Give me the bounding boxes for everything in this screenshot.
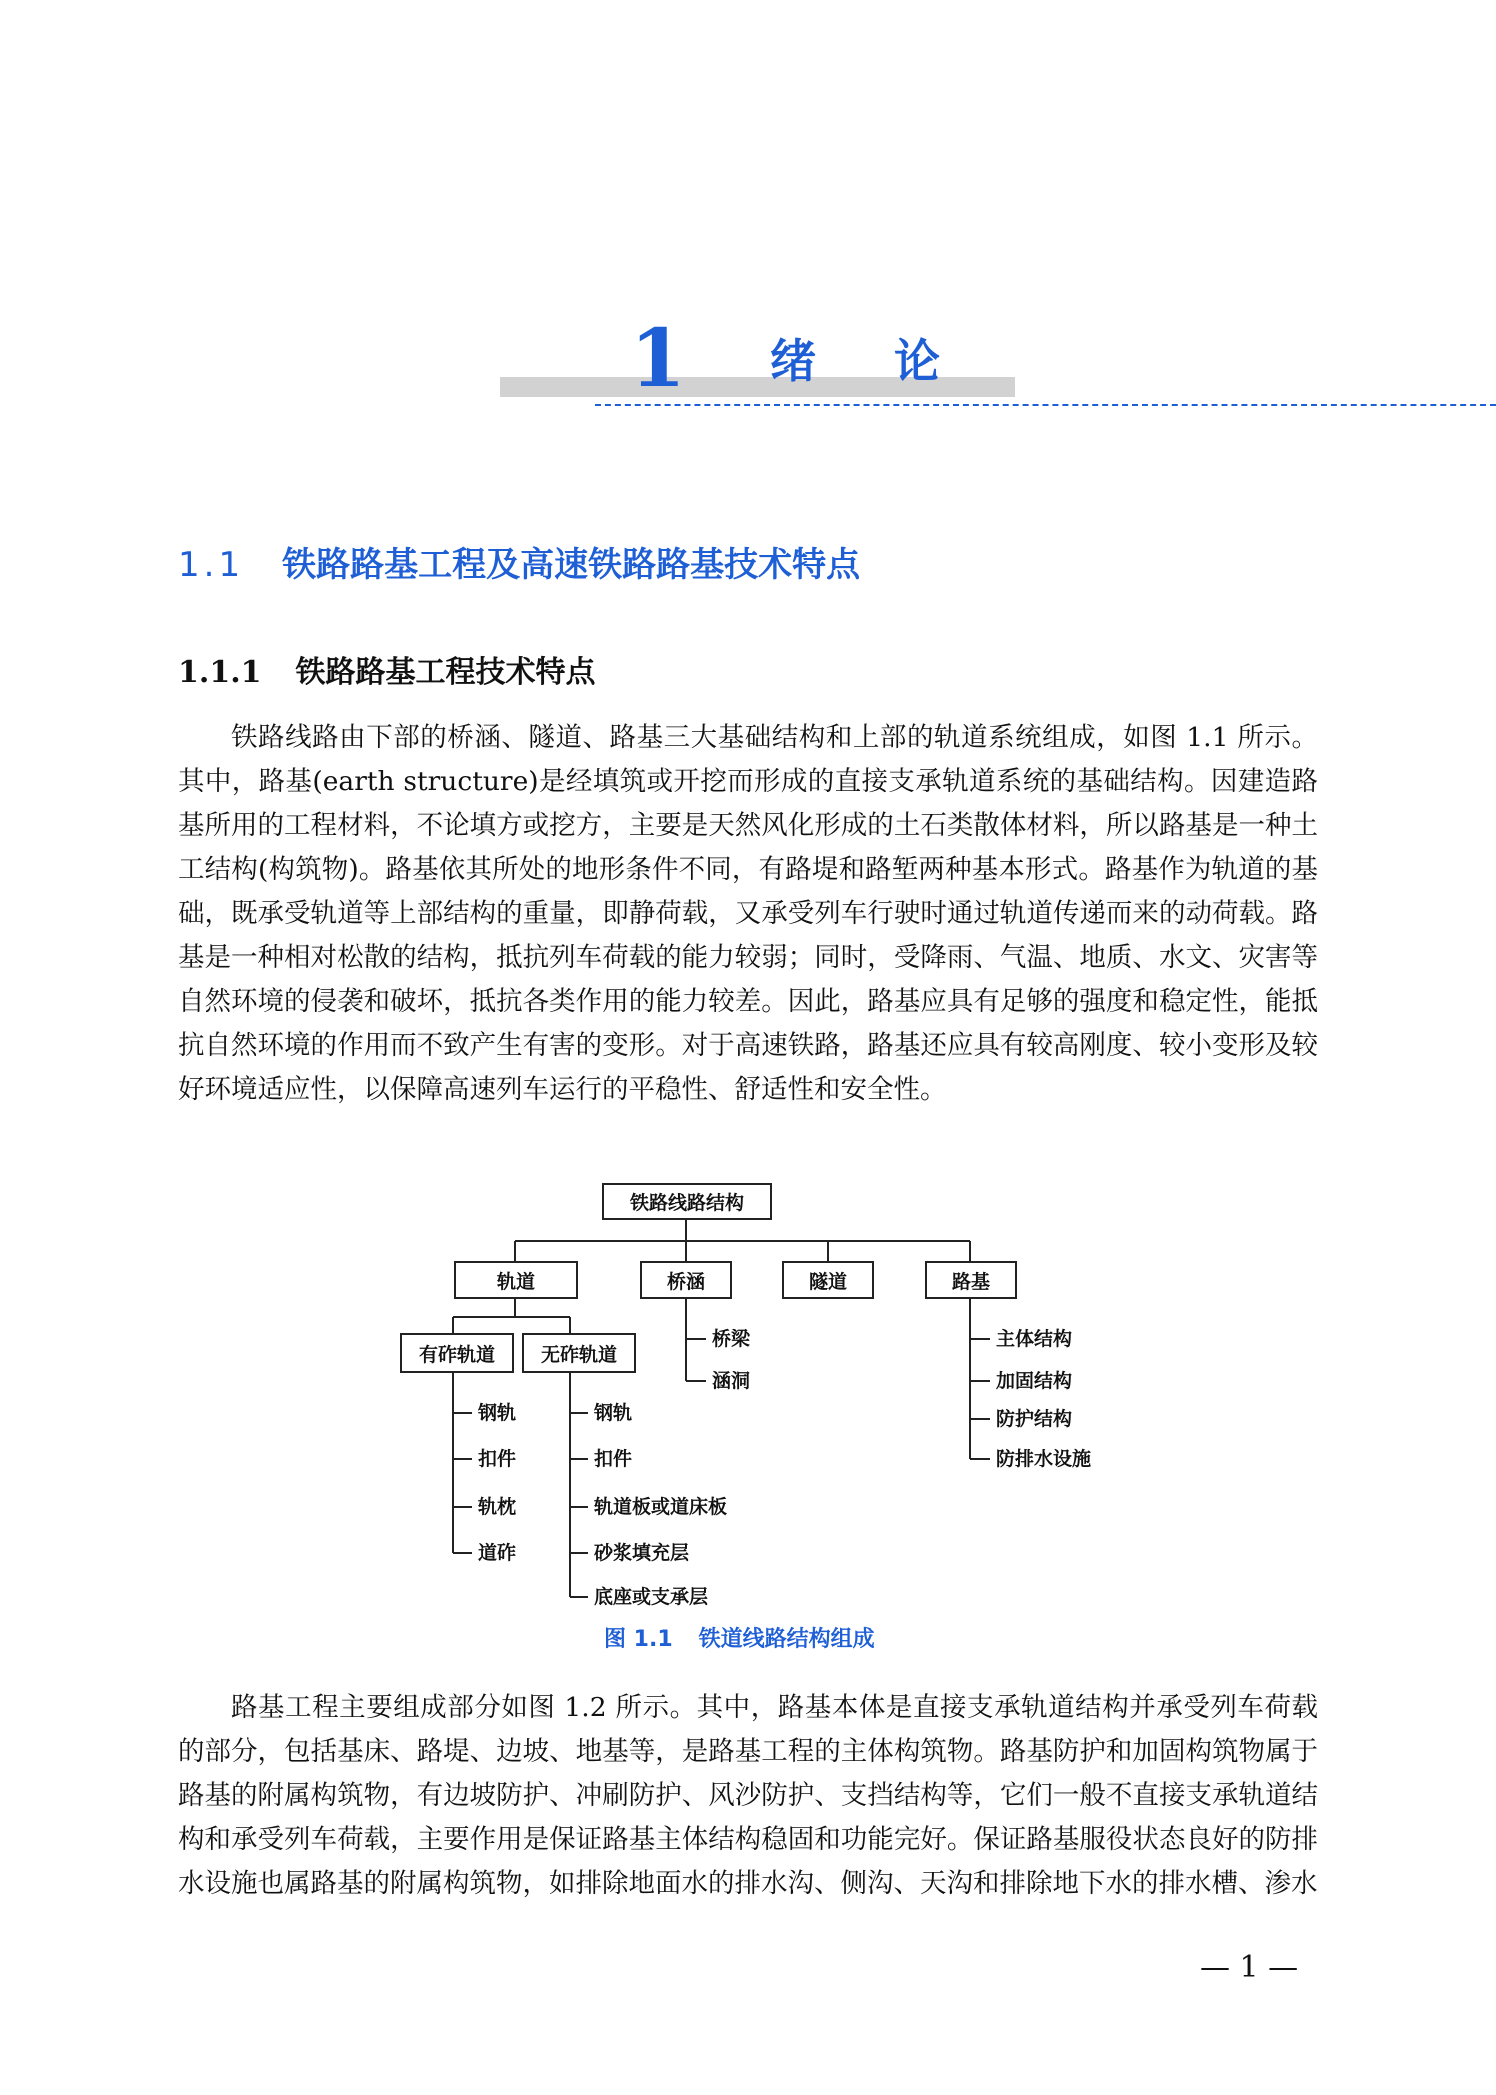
figure-caption-title: 铁道线路结构组成 [698, 1627, 875, 1652]
node-bridge-culvert: 桥涵 [640, 1261, 732, 1299]
chapter-title: 绪论 [770, 334, 1018, 388]
section-number: 1.1 [178, 545, 245, 585]
leaf-protection-structure: 防护结构 [996, 1408, 1073, 1430]
figure-railway-structure [380, 1175, 1140, 1625]
section-heading [178, 540, 860, 590]
chapter-dashed-rule [595, 404, 1496, 406]
leaf-reinforcement-structure: 加固结构 [996, 1370, 1073, 1392]
leaf-ballastless-fastener: 扣件 [594, 1448, 633, 1470]
page-number: — 1 — [1200, 1950, 1299, 1985]
leaf-ballastless-rail: 钢轨 [594, 1402, 633, 1424]
node-tunnel: 隧道 [782, 1261, 874, 1299]
figure-caption-number: 图 1.1 [604, 1627, 673, 1652]
node-ballastless-track: 无砟轨道 [522, 1333, 636, 1373]
leaf-ballasted-ballast: 道砟 [478, 1542, 517, 1564]
leaf-bridge: 桥梁 [712, 1328, 751, 1350]
node-ballasted-track: 有砟轨道 [400, 1333, 514, 1373]
leaf-mortar-layer: 砂浆填充层 [594, 1542, 690, 1564]
figure-caption [604, 1624, 875, 1656]
subsection-number: 1.1.1 [178, 655, 262, 690]
section-title: 铁路路基工程及高速铁路路基技术特点 [282, 545, 861, 585]
leaf-base-layer: 底座或支承层 [594, 1586, 709, 1608]
chapter-number: 1 [630, 311, 686, 405]
leaf-track-slab: 轨道板或道床板 [594, 1496, 728, 1518]
leaf-main-structure: 主体结构 [996, 1328, 1073, 1350]
leaf-culvert: 涵洞 [712, 1370, 751, 1392]
node-subgrade: 路基 [925, 1261, 1017, 1299]
body-paragraph-1: 铁路线路由下部的桥涵、隧道、路基三大基础结构和上部的轨道系统组成，如图 1.1 所示。其中，路基(earth structure)是经填筑或开挖而形成的直接支承轨道系统的基础结构。因建造路基所用的工程材料，不论填方或挖方，主要是天然风化形成的土石类散体材料，所以路基是一种土工结构(构筑物)。路基依其所处的地形条件不同，有路堤和路堑两种基本形式。路基作为轨道的基础，既承受轨道等上部结构的重量，即静荷载，又承受列车行驶时通过轨道传递而来的动荷载。路基是一种相对松散的结构，抵抗列车荷载的能力较弱；同时，受降雨、气温、地质、水文、灾害等自然环境的侵袭和破坏，抵抗各类作用的能力较差。因此，路基应具有足够的强度和稳定性，能抵抗自然环境的作用而不致产生有害的变形。对于高速铁路，路基还应具有较高刚度、较小变形及较好环境适应性，以保障高速列车运行的平稳性、舒适性和安全性。 [178, 722, 1318, 1105]
leaf-ballasted-fastener: 扣件 [478, 1448, 517, 1470]
body-paragraph-2: 路基工程主要组成部分如图 1.2 所示。其中，路基本体是直接支承轨道结构并承受列车荷载的部分，包括基床、路堤、边坡、地基等，是路基工程的主体构筑物。路基防护和加固构筑物属于路基的附属构筑物，有边坡防护、冲刷防护、风沙防护、支挡结构等，它们一般不直接支承轨道结构和承受列车荷载，主要作用是保证路基主体结构稳固和功能完好。保证路基服役状态良好的防排水设施也属路基的附属构筑物，如排除地面水的排水沟、侧沟、天沟和排除地下水的排水槽、渗水 [178, 1692, 1318, 1899]
subsection-title: 铁路路基工程技术特点 [295, 655, 596, 690]
leaf-drainage-facility: 防排水设施 [996, 1448, 1092, 1470]
leaf-ballasted-rail: 钢轨 [478, 1402, 517, 1424]
node-track: 轨道 [454, 1261, 578, 1299]
node-railway-line-structure: 铁路线路结构 [602, 1183, 772, 1220]
leaf-ballasted-sleeper: 轨枕 [478, 1496, 517, 1518]
subsection-heading [178, 650, 596, 696]
